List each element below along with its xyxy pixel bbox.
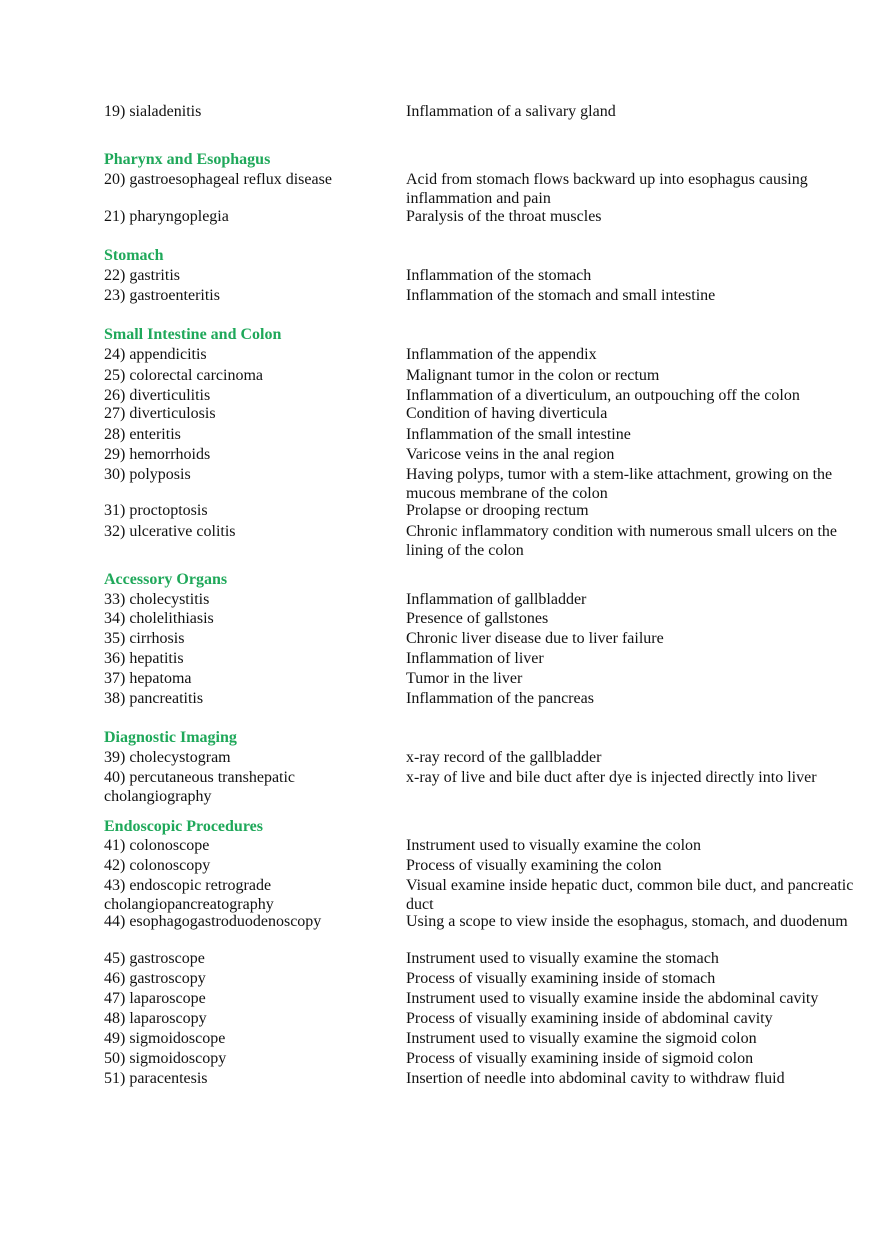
definition: Insertion of needle into abdominal cavity to withdraw fluid [406, 1070, 785, 1087]
term: 46) gastroscopy [104, 970, 206, 987]
term: 20) gastroesophageal reflux disease [104, 171, 332, 188]
term: 28) enteritis [104, 426, 181, 443]
term: 36) hepatitis [104, 650, 184, 667]
section-heading: Pharynx and Esophagus [104, 151, 271, 168]
section-heading: Diagnostic Imaging [104, 729, 237, 746]
definition: Tumor in the liver [406, 670, 523, 687]
term: 41) colonoscope [104, 837, 210, 854]
definition: Process of visually examining inside of abdominal cavity [406, 1010, 773, 1027]
term: 34) cholelithiasis [104, 610, 214, 627]
term: 48) laparoscopy [104, 1010, 207, 1027]
term: 37) hepatoma [104, 670, 192, 687]
term: 26) diverticulitis [104, 387, 211, 404]
definition: Inflammation of the stomach and small intestine [406, 287, 716, 304]
definition: Chronic liver disease due to liver failure [406, 630, 664, 647]
definition: Visual examine inside hepatic duct, common bile duct, and pancreatic duct [406, 877, 854, 913]
term: 25) colorectal carcinoma [104, 367, 264, 384]
definition: Inflammation of a diverticulum, an outpouching off the colon [406, 387, 800, 404]
term: 30) polyposis [104, 466, 191, 483]
term: 33) cholecystitis [104, 591, 210, 608]
term: 29) hemorrhoids [104, 446, 211, 463]
term: 42) colonoscopy [104, 857, 211, 874]
definition: Instrument used to visually examine inside the abdominal cavity [406, 990, 819, 1007]
definition: Instrument used to visually examine the colon [406, 837, 702, 854]
term: 21) pharyngoplegia [104, 208, 229, 225]
definition: Inflammation of the small intestine [406, 426, 631, 443]
definition: Inflammation of liver [406, 650, 544, 667]
term: 45) gastroscope [104, 950, 205, 967]
definition: Prolapse or drooping rectum [406, 502, 589, 519]
term: 22) gastritis [104, 267, 180, 284]
definition: Inflammation of the pancreas [406, 690, 594, 707]
definition: Inflammation of the stomach [406, 267, 592, 284]
definition: Inflammation of gallbladder [406, 591, 587, 608]
section-heading: Endoscopic Procedures [104, 818, 263, 835]
term: 49) sigmoidoscope [104, 1030, 226, 1047]
definition: Having polyps, tumor with a stem-like attachment, growing on the mucous membrane of the colon [406, 466, 833, 502]
term: 19) sialadenitis [104, 103, 202, 120]
definition: Presence of gallstones [406, 610, 549, 627]
term: 31) proctoptosis [104, 502, 208, 519]
definition: Malignant tumor in the colon or rectum [406, 367, 660, 384]
term: 32) ulcerative colitis [104, 523, 236, 540]
definition: Inflammation of the appendix [406, 346, 597, 363]
term: 44) esophagogastroduodenoscopy [104, 913, 322, 930]
definition: Process of visually examining the colon [406, 857, 662, 874]
definition: Using a scope to view inside the esophagus, stomach, and duodenum [406, 913, 848, 930]
definition: Varicose veins in the anal region [406, 446, 615, 463]
definition: Instrument used to visually examine the sigmoid colon [406, 1030, 757, 1047]
term: 43) endoscopic retrograde cholangiopancreatography [104, 877, 274, 913]
term: 50) sigmoidoscopy [104, 1050, 227, 1067]
definition: Process of visually examining inside of stomach [406, 970, 716, 987]
definition: Condition of having diverticula [406, 405, 608, 422]
term: 39) cholecystogram [104, 749, 231, 766]
section-heading: Accessory Organs [104, 571, 228, 588]
term: 47) laparoscope [104, 990, 206, 1007]
section-heading: Small Intestine and Colon [104, 326, 282, 343]
definition: Instrument used to visually examine the stomach [406, 950, 719, 967]
definition: Paralysis of the throat muscles [406, 208, 602, 225]
term: 27) diverticulosis [104, 405, 216, 422]
term: 40) percutaneous transhepatic cholangiography [104, 769, 296, 805]
section-heading: Stomach [104, 247, 164, 264]
term: 35) cirrhosis [104, 630, 185, 647]
definition: x-ray of live and bile duct after dye is injected directly into liver [406, 769, 817, 786]
definition: Inflammation of a salivary gland [406, 103, 616, 120]
definition: Acid from stomach flows backward up into esophagus causing inflammation and pain [406, 171, 808, 207]
term: 24) appendicitis [104, 346, 207, 363]
term: 23) gastroenteritis [104, 287, 220, 304]
term: 51) paracentesis [104, 1070, 208, 1087]
definition: x-ray record of the gallbladder [406, 749, 602, 766]
definition: Chronic inflammatory condition with numerous small ulcers on the lining of the colon [406, 523, 838, 559]
definition: Process of visually examining inside of sigmoid colon [406, 1050, 754, 1067]
term: 38) pancreatitis [104, 690, 204, 707]
